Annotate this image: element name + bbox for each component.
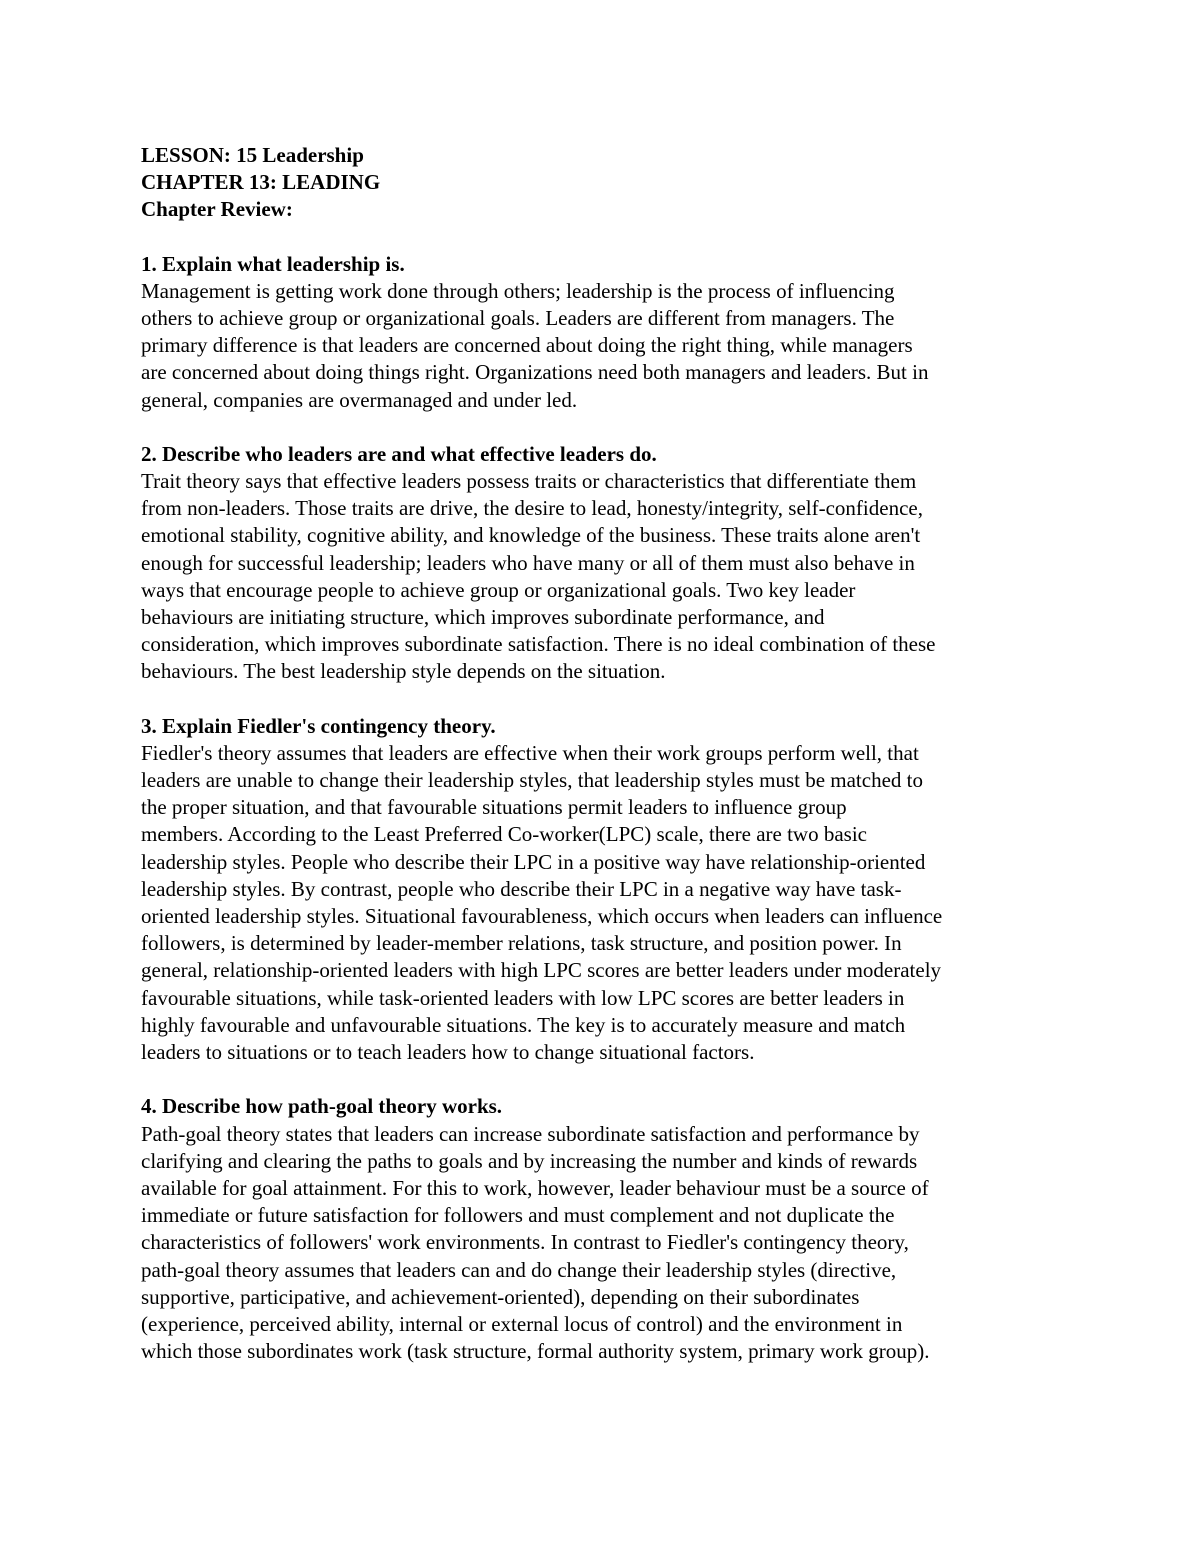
body-line: favourable situations, while task-oriented leaders with low LPC scores are better leaders in <box>141 985 905 1010</box>
body-line: Management is getting work done through others; leadership is the process of influencing <box>141 278 895 303</box>
lesson-title: LESSON: 15 Leadership <box>141 143 364 167</box>
section-title: 4. Describe how path-goal theory works. <box>141 1094 503 1119</box>
body-line: Fiedler's theory assumes that leaders are effective when their work groups perform well, that <box>141 740 919 765</box>
body-line: path-goal theory assumes that leaders can and do change their leadership styles (directive, <box>141 1257 897 1282</box>
body-line: the proper situation, and that favourable situations permit leaders to influence group <box>141 795 847 820</box>
body-line: supportive, participative, and achievement-oriented), depending on their subordinates <box>141 1284 860 1309</box>
section-body <box>141 468 1061 686</box>
body-line: behaviours. The best leadership style depends on the situation. <box>141 659 666 684</box>
document-content <box>141 142 1061 1392</box>
body-line: others to achieve group or organizational goals. Leaders are different from managers. The <box>141 306 895 331</box>
body-line: leaders are unable to change their leadership styles, that leadership styles must be matched to <box>141 768 923 793</box>
section-fiedler-contingency <box>141 713 1061 1067</box>
body-line: consideration, which improves subordinate satisfaction. There is no ideal combination of these <box>141 632 936 657</box>
document-header <box>141 142 1061 224</box>
body-line: members. According to the Least Preferred Co-worker(LPC) scale, there are two basic <box>141 822 867 847</box>
body-line: primary difference is that leaders are concerned about doing the right thing, while managers <box>141 333 913 358</box>
body-line: emotional stability, cognitive ability, and knowledge of the business. These traits alone aren't <box>141 523 921 548</box>
section-body <box>141 278 1061 414</box>
body-line: leadership styles. People who describe their LPC in a positive way have relationship-oriented <box>141 849 926 874</box>
body-line: Path-goal theory states that leaders can increase subordinate satisfaction and performance by <box>141 1121 920 1146</box>
section-path-goal-theory <box>141 1093 1061 1365</box>
section-explain-leadership <box>141 251 1061 414</box>
body-line: immediate or future satisfaction for followers and must complement and not duplicate the <box>141 1203 895 1228</box>
section-title: 3. Explain Fiedler's contingency theory. <box>141 713 496 738</box>
chapter-review-heading: Chapter Review: <box>141 197 293 222</box>
body-line: ways that encourage people to achieve group or organizational goals. Two key leader <box>141 577 856 602</box>
body-line: behaviours are initiating structure, which improves subordinate performance, and <box>141 605 825 630</box>
body-line: followers, is determined by leader-member relations, task structure, and position power. In <box>141 931 902 956</box>
body-line: are concerned about doing things right. Organizations need both managers and leaders. But in <box>141 360 929 385</box>
body-line: leadership styles. By contrast, people who describe their LPC in a negative way have task- <box>141 876 902 901</box>
section-body <box>141 740 1061 1066</box>
chapter-title: CHAPTER 13: LEADING <box>141 170 381 195</box>
section-title: 1. Explain what leadership is. <box>141 251 405 276</box>
section-title: 2. Describe who leaders are and what effective leaders do. <box>141 441 657 466</box>
body-line: from non-leaders. Those traits are drive, the desire to lead, honesty/integrity, self-confidence, <box>141 496 923 521</box>
body-line: which those subordinates work (task structure, formal authority system, primary work group). <box>141 1339 930 1364</box>
body-line: characteristics of followers' work environments. In contrast to Fiedler's contingency theory, <box>141 1230 909 1255</box>
body-line: general, relationship-oriented leaders with high LPC scores are better leaders under moderately <box>141 958 942 983</box>
section-effective-leaders <box>141 441 1061 686</box>
body-line: available for goal attainment. For this to work, however, leader behaviour must be a source of <box>141 1175 929 1200</box>
body-line: leaders to situations or to teach leaders how to change situational factors. <box>141 1040 755 1065</box>
section-body <box>141 1121 1061 1366</box>
body-line: (experience, perceived ability, internal or external locus of control) and the environment in <box>141 1311 903 1336</box>
body-line: enough for successful leadership; leaders who have many or all of them must also behave in <box>141 550 915 575</box>
body-line: general, companies are overmanaged and under led. <box>141 387 578 412</box>
body-line: Trait theory says that effective leaders possess traits or characteristics that differentiate them <box>141 469 917 494</box>
body-line: highly favourable and unfavourable situations. The key is to accurately measure and match <box>141 1012 906 1037</box>
body-line: clarifying and clearing the paths to goals and by increasing the number and kinds of rewards <box>141 1148 918 1173</box>
body-line: oriented leadership styles. Situational favourableness, which occurs when leaders can influence <box>141 904 943 929</box>
